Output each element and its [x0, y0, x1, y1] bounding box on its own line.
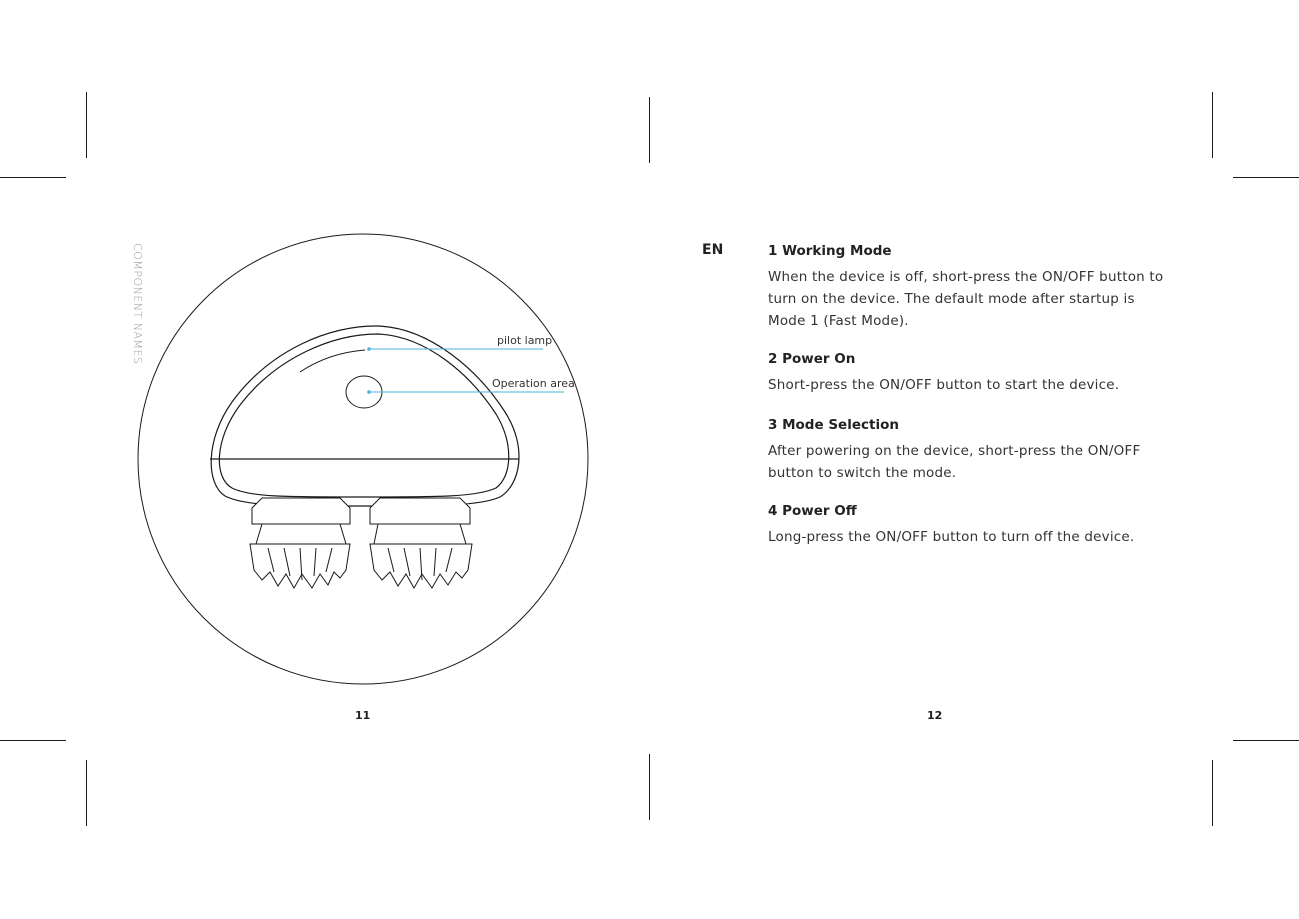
section-heading: 2 Power On — [768, 351, 856, 367]
section-working-mode — [768, 242, 1168, 332]
operation-area-dot — [367, 390, 371, 394]
section-power-off — [768, 502, 1168, 548]
section-heading: 1 Working Mode — [768, 243, 892, 259]
component-names-label: COMPONENT NAMES — [131, 243, 144, 365]
massage-head-left-icon — [250, 498, 350, 588]
section-power-on — [768, 350, 1168, 396]
language-tag: EN — [702, 242, 724, 258]
operation-area-callout: Operation area — [492, 377, 575, 390]
section-heading: 4 Power Off — [768, 503, 857, 519]
section-heading: 3 Mode Selection — [768, 417, 899, 433]
section-body: After powering on the device, short-press the ON/OFF button to switch the mode. — [768, 443, 1141, 481]
pilot-lamp-callout: pilot lamp — [497, 334, 553, 347]
section-body: Long-press the ON/OFF button to turn off the device. — [768, 529, 1135, 545]
section-mode-selection — [768, 416, 1168, 484]
section-body: Short-press the ON/OFF button to start the device. — [768, 377, 1120, 393]
massage-head-right-icon — [370, 498, 472, 588]
page-number-right: 12 — [927, 709, 943, 722]
massager-body-icon — [210, 326, 519, 506]
page-number-left: 11 — [355, 709, 371, 722]
pilot-lamp-dot — [367, 347, 371, 351]
section-body: When the device is off, short-press the ON/OFF button to turn on the device. The default mode after startup is Mode 1 (Fast Mode). — [768, 269, 1164, 329]
